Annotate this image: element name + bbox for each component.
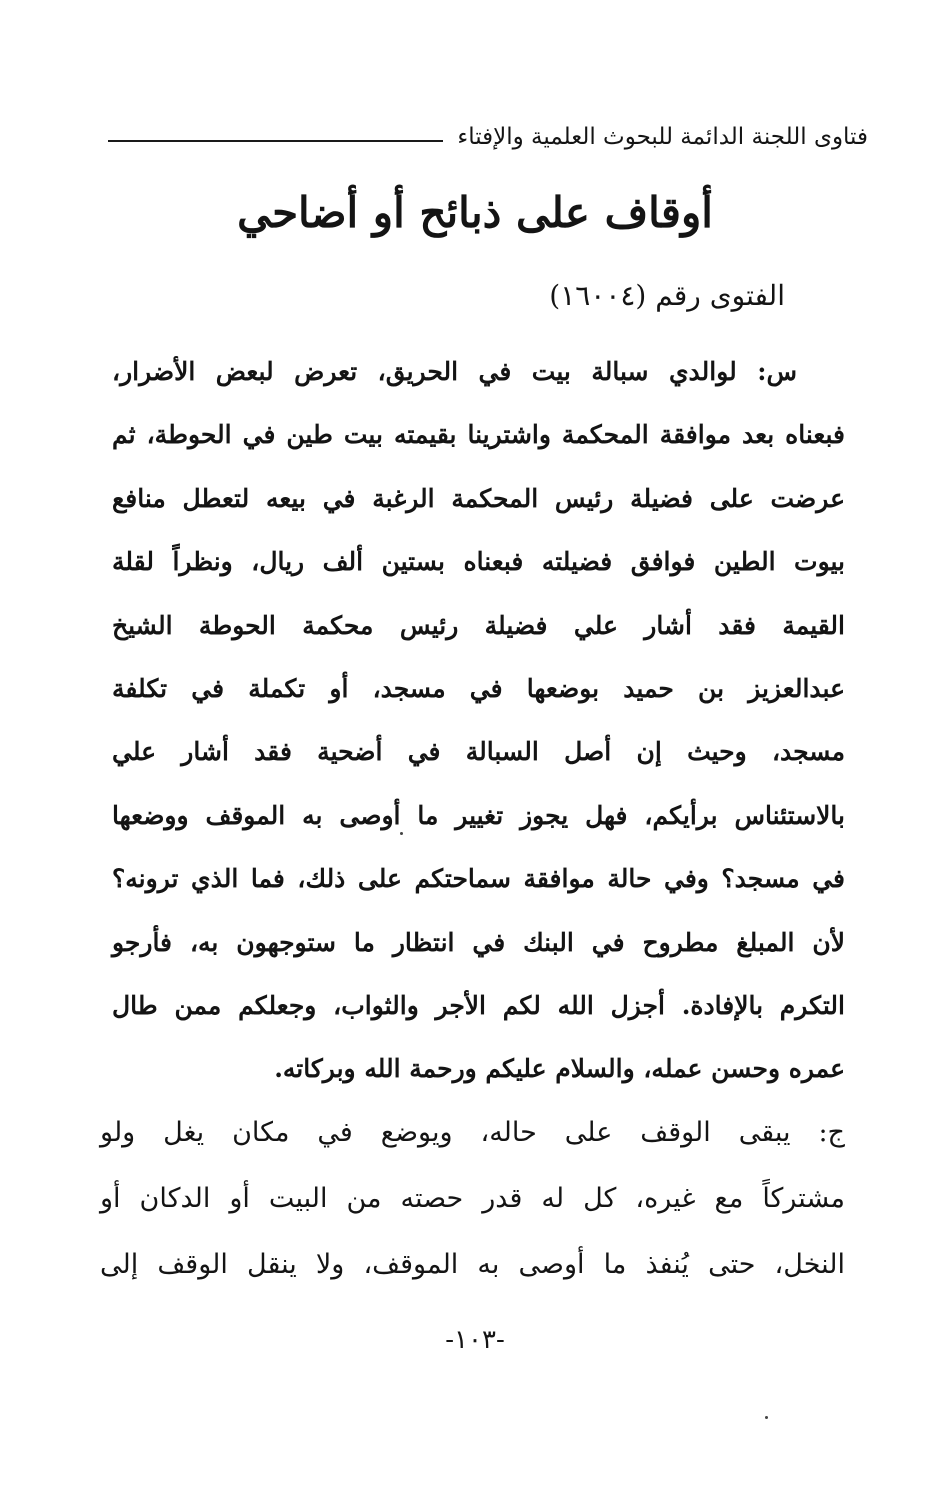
- question-line: القيمة فقد أشار علي فضيلة رئيس محكمة الحوطة الشيخ: [112, 610, 845, 640]
- question-line: في مسجد؟ وفي حالة موافقة سماحتكم على ذلك، فما الذي ترونه؟: [112, 864, 845, 894]
- question-line: مسجد، وحيث إن أصل السبالة في أضحية فقد أشار علي: [112, 737, 845, 767]
- header-rule: [108, 140, 443, 142]
- running-header-title: فتاوى اللجنة الدائمة للبحوث العلمية والإفتاء: [457, 124, 868, 150]
- fatwa-title: أوقاف على ذبائح أو أضاحي: [237, 188, 713, 237]
- question-line: فبعناه بعد موافقة المحكمة واشترينا بقيمته بيت طين في الحوطة، ثم: [112, 420, 845, 450]
- answer-line: النخل، حتى يُنفذ ما أوصى به الموقف، ولا ينقل الوقف إلى: [100, 1249, 845, 1280]
- answer-line: مشتركاً مع غيره، كل له قدر حصته من البيت أو الدكان أو: [100, 1183, 845, 1214]
- question-line: لأن المبلغ مطروح في البنك في انتظار ما ستوجهون به، فأرجو: [112, 927, 845, 957]
- question-line: عرضت على فضيلة رئيس المحكمة الرغبة في بيعه لتعطل منافع: [112, 483, 845, 513]
- scan-speck: [765, 1416, 768, 1419]
- page-number: -١٠٣-: [445, 1325, 505, 1355]
- answer-line: ج: يبقى الوقف على حاله، ويوضع في مكان يغل ولو: [100, 1117, 845, 1148]
- question-line: بالاستئناس برأيكم، فهل يجوز تغيير ما أوصى به الموقف ووضعها: [112, 800, 845, 830]
- scan-speck: [400, 832, 403, 835]
- question-line: عبدالعزيز بن حميد بوضعها في مسجد، أو تكملة في تكلفة: [112, 674, 845, 704]
- question-paragraph: [112, 340, 845, 1101]
- answer-paragraph: [100, 1100, 845, 1298]
- fatwa-number: الفتوى رقم (١٦٠٠٤): [549, 279, 785, 312]
- question-line: بيوت الطين فوافق فضيلته فبعناه بستين ألف ريال، ونظراً لقلة: [112, 547, 845, 577]
- question-line: التكرم بالإفادة. أجزل الله لكم الأجر والثواب، وجعلكم ممن طال: [112, 991, 845, 1021]
- question-line: س: لوالدي سبالة بيت في الحريق، تعرض لبعض الأضرار،: [112, 357, 797, 386]
- running-header: [108, 112, 868, 162]
- question-line: عمره وحسن عمله، والسلام عليكم ورحمة الله وبركاته.: [274, 1054, 845, 1084]
